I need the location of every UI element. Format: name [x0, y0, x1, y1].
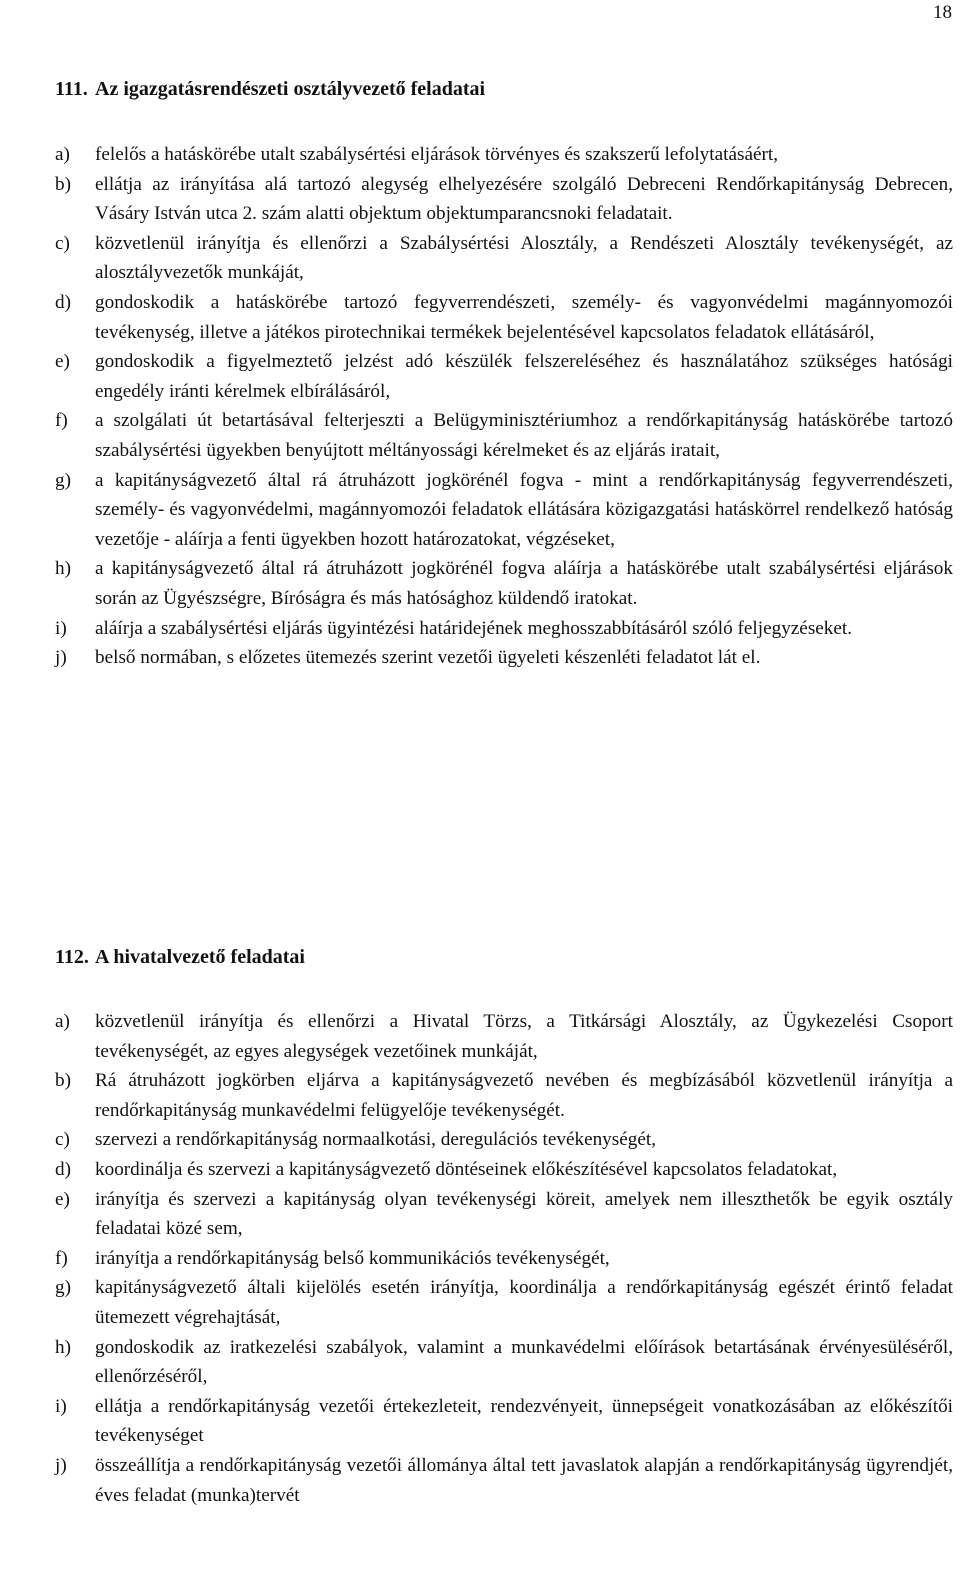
- item-text: közvetlenül irányítja és ellenőrzi a Szabálysértési Alosztály, a Rendészeti Alosztály tevékenységét, az alosztályvezetők munkáját,: [95, 232, 953, 284]
- item-label: e): [55, 1188, 70, 1210]
- item-label: e): [55, 351, 70, 373]
- list-item: [55, 288, 953, 347]
- item-text: ellátja az irányítása alá tartozó alegység elhelyezésére szolgáló Debreceni Rendőrkapitányság Debrecen, Vásáry István utca 2. szám alatti objektum objektumparancsnoki feladatait.: [95, 173, 953, 225]
- section-title: Az igazgatásrendészeti osztályvezető feladatai: [95, 78, 486, 100]
- section-heading: [55, 75, 953, 105]
- list-item: [55, 554, 953, 613]
- list-item: [55, 466, 953, 555]
- item-text: a kapitányságvezető által rá átruházott jogkörénél fogva aláírja a hatáskörébe utalt szabálysértési eljárások során az Ügyészségre, Bíróságra és más hatósághoz küldendő iratokat.: [95, 558, 953, 609]
- page-number: 18: [933, 2, 952, 23]
- list-item: [55, 614, 953, 644]
- task-list: [55, 1007, 953, 1510]
- list-item: [55, 1125, 953, 1155]
- list-item: [55, 1185, 953, 1244]
- item-text: a kapitányságvezető által rá átruházott jogkörénél fogva - mint a rendőrkapitányság fegyverrendészeti, személy- és vagyonvédelmi, magánnyomozói feladatok ellátására közigazgatási hatáskörrel rendelkező hatóság vezetője - aláírja a fenti ügyekben hozott határozatokat, végzéseket,: [95, 469, 953, 550]
- list-item: [55, 1244, 953, 1274]
- item-text: összeállítja a rendőrkapitányság vezetői állománya által tett javaslatok alapján a rendőrkapitányság ügyrendjét, éves feladat (munka)tervét: [95, 1454, 953, 1506]
- list-item: [55, 170, 953, 229]
- item-label: g): [55, 469, 71, 491]
- list-item: [55, 140, 953, 170]
- section-number: 112.: [55, 946, 89, 968]
- list-item: [55, 1392, 953, 1451]
- item-label: c): [55, 1129, 70, 1151]
- item-label: a): [55, 144, 70, 165]
- item-text: koordinálja és szervezi a kapitányságvezető döntéseinek előkészítésével kapcsolatos feladatokat,: [95, 1158, 838, 1180]
- section-title: A hivatalvezető feladatai: [95, 946, 305, 968]
- task-list: [55, 140, 953, 673]
- item-text: gondoskodik a hatáskörébe tartozó fegyverrendészeti, személy- és vagyonvédelmi magánnyomozói tevékenység, illetve a játékos pirotechnikai termékek bejelentésével kapcsolatos feladatok ellátásáról,: [95, 291, 953, 343]
- list-item: [55, 1066, 953, 1125]
- item-label: i): [55, 1395, 67, 1417]
- item-text: Rá átruházott jogkörben eljárva a kapitányságvezető nevében és megbízásából közvetlenül irányítja a rendőrkapitányság munkavédelmi felügyelője tevékenységét.: [95, 1070, 953, 1121]
- section-heading: [55, 943, 953, 973]
- list-item: [55, 1273, 953, 1332]
- item-label: j): [55, 647, 67, 669]
- item-label: h): [55, 558, 71, 580]
- item-label: f): [55, 410, 68, 432]
- list-item: [55, 229, 953, 288]
- item-text: irányítja a rendőrkapitányság belső kommunikációs tevékenységét,: [95, 1247, 610, 1269]
- section-number: 111.: [55, 78, 88, 100]
- item-text: gondoskodik az iratkezelési szabályok, valamint a munkavédelmi előírások betartásának érvényesüléséről, ellenőrzéséről,: [95, 1336, 953, 1388]
- item-text: belső normában, s előzetes ütemezés szerint vezetői ügyeleti készenléti feladatot lát el.: [95, 647, 761, 669]
- item-label: h): [55, 1336, 71, 1358]
- list-item: [55, 1333, 953, 1392]
- item-label: a): [55, 1011, 70, 1032]
- item-label: g): [55, 1277, 71, 1299]
- item-label: b): [55, 1070, 71, 1092]
- item-label: c): [55, 232, 70, 254]
- list-item: [55, 643, 953, 673]
- list-item: [55, 1007, 953, 1066]
- item-text: gondoskodik a figyelmeztető jelzést adó készülék felszereléséhez és használatához szükséges hatósági engedély iránti kérelmek elbírálásáról,: [95, 351, 953, 402]
- list-item: [55, 347, 953, 406]
- section-112: [55, 943, 953, 1506]
- item-label: d): [55, 291, 71, 313]
- item-label: d): [55, 1158, 71, 1180]
- item-label: i): [55, 617, 67, 639]
- item-text: kapitányságvezető általi kijelölés esetén irányítja, koordinálja a rendőrkapitányság egészét érintő feladat ütemezett végrehajtását,: [95, 1277, 953, 1328]
- item-text: irányítja és szervezi a kapitányság olyan tevékenységi köreit, amelyek nem illeszthetők be egyik osztály feladatai közé sem,: [95, 1188, 953, 1240]
- item-text: felelős a hatáskörébe utalt szabálysértési eljárások törvényes és szakszerű lefolytatásáért,: [95, 144, 778, 165]
- item-text: ellátja a rendőrkapitányság vezetői értekezleteit, rendezvényeit, ünnepségeit vonatkozásában az előkészítői tevékenységet: [95, 1395, 953, 1447]
- list-item: [55, 1451, 953, 1510]
- item-text: aláírja a szabálysértési eljárás ügyintézési határidejének meghosszabbításáról szóló feljegyzéseket.: [95, 617, 853, 639]
- item-label: b): [55, 173, 71, 195]
- list-item: [55, 406, 953, 465]
- item-label: j): [55, 1454, 67, 1476]
- item-text: közvetlenül irányítja és ellenőrzi a Hivatal Törzs, a Titkársági Alosztály, az Ügykezelési Csoport tevékenységét, az egyes alegységek vezetőinek munkáját,: [95, 1011, 953, 1062]
- list-item: [55, 1155, 953, 1185]
- item-text: szervezi a rendőrkapitányság normaalkotási, deregulációs tevékenységét,: [95, 1129, 657, 1151]
- item-text: a szolgálati út betartásával felterjeszti a Belügyminisztériumhoz a rendőrkapitányság hatáskörébe tartozó szabálysértési ügyekben benyújtott méltányossági kérelmeket és az eljárás iratait,: [95, 410, 953, 461]
- section-111: [55, 75, 953, 669]
- item-label: f): [55, 1247, 68, 1269]
